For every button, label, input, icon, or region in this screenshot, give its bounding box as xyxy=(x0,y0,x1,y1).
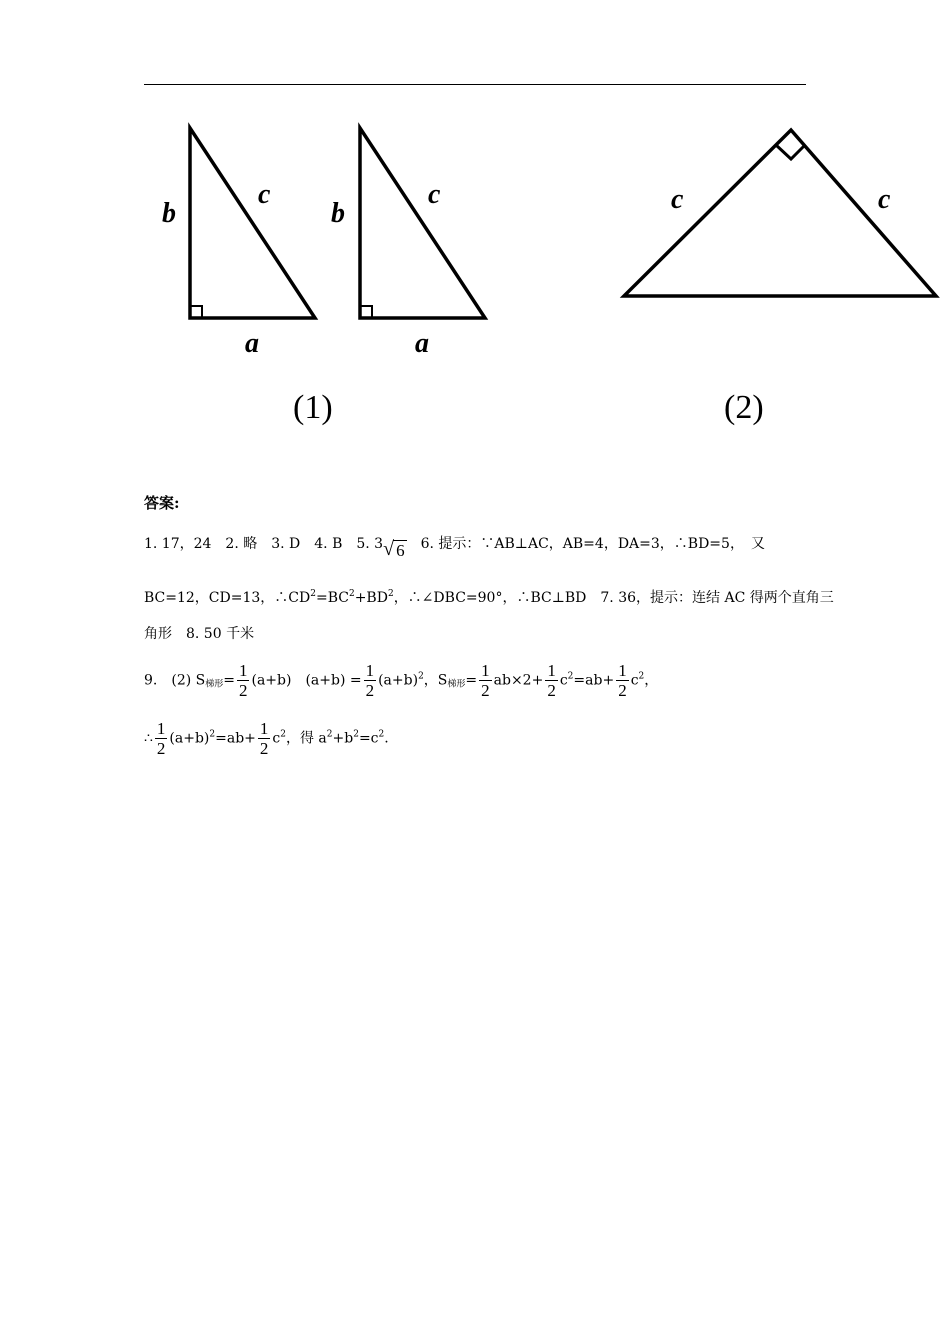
fraction: $\frac{1}{2}$ xyxy=(481,661,490,700)
fig1-right-triangle xyxy=(331,128,485,359)
label-c-left: c xyxy=(671,184,684,215)
label-a: a xyxy=(415,328,429,359)
label-c: c xyxy=(258,179,271,210)
fraction: $\frac{1}{2}$ xyxy=(547,661,556,700)
figures xyxy=(0,0,950,440)
fraction: $\frac{1}{2}$ xyxy=(365,661,375,700)
fraction: $\frac{1}{2}$ xyxy=(259,719,269,758)
answers-heading: 答案: xyxy=(144,494,180,512)
fig2-triangle xyxy=(624,130,936,296)
answer-line-4: 9. (2) $S_{梯形}=$ $\frac{1}{2}$ (a+b) (a+b) = $\frac{1}{2}$ $(a+b)^2$，$S_{梯形}=$ $\frac{1}{2}$ ab×2+ $\frac{1}{2}$ $c^2=ab+$ $\frac{1}{2}$ $c^2$， xyxy=(144,661,659,700)
figure-2-caption: (2) xyxy=(724,389,764,426)
label-b: b xyxy=(331,198,345,229)
fraction: $\frac{1}{2}$ xyxy=(238,661,248,700)
label-a: a xyxy=(245,328,259,359)
answer-line-1: 1. 17，24 2. 略 3. D 4. B 5. 3 √ 6 6. 提示：∵AB⊥AC，AB=4，DA=3，∴BD=5， 又 xyxy=(144,536,765,560)
answer-line-5: ∴ $\frac{1}{2}$ $(a+b)^2=ab+$ $\frac{1}{2}$ $c^2$，得 $a^2+b^2=c^2$. xyxy=(144,719,389,758)
label-b: b xyxy=(162,198,176,229)
label-c-right: c xyxy=(878,184,891,215)
fig1-left-triangle xyxy=(162,128,315,359)
label-c: c xyxy=(428,179,441,210)
right-angle-mark xyxy=(776,145,805,159)
fraction: $\frac{1}{2}$ xyxy=(156,719,166,758)
sqrt-expression: √ 6 xyxy=(383,538,405,560)
fraction: $\frac{1}{2}$ xyxy=(618,661,627,700)
right-angle-mark xyxy=(360,306,372,318)
right-angle-mark xyxy=(190,306,202,318)
figure-1-caption: (1) xyxy=(293,389,333,426)
answer-line-2: BC=12，CD=13，$\therefore CD^2=BC^2+BD^2$，∴∠DBC=90°，∴BC⊥BD 7. 36，提示：连结 AC 得两个直角三 xyxy=(144,589,834,606)
answer-line-3: 角形 8. 50 千米 xyxy=(144,626,255,642)
